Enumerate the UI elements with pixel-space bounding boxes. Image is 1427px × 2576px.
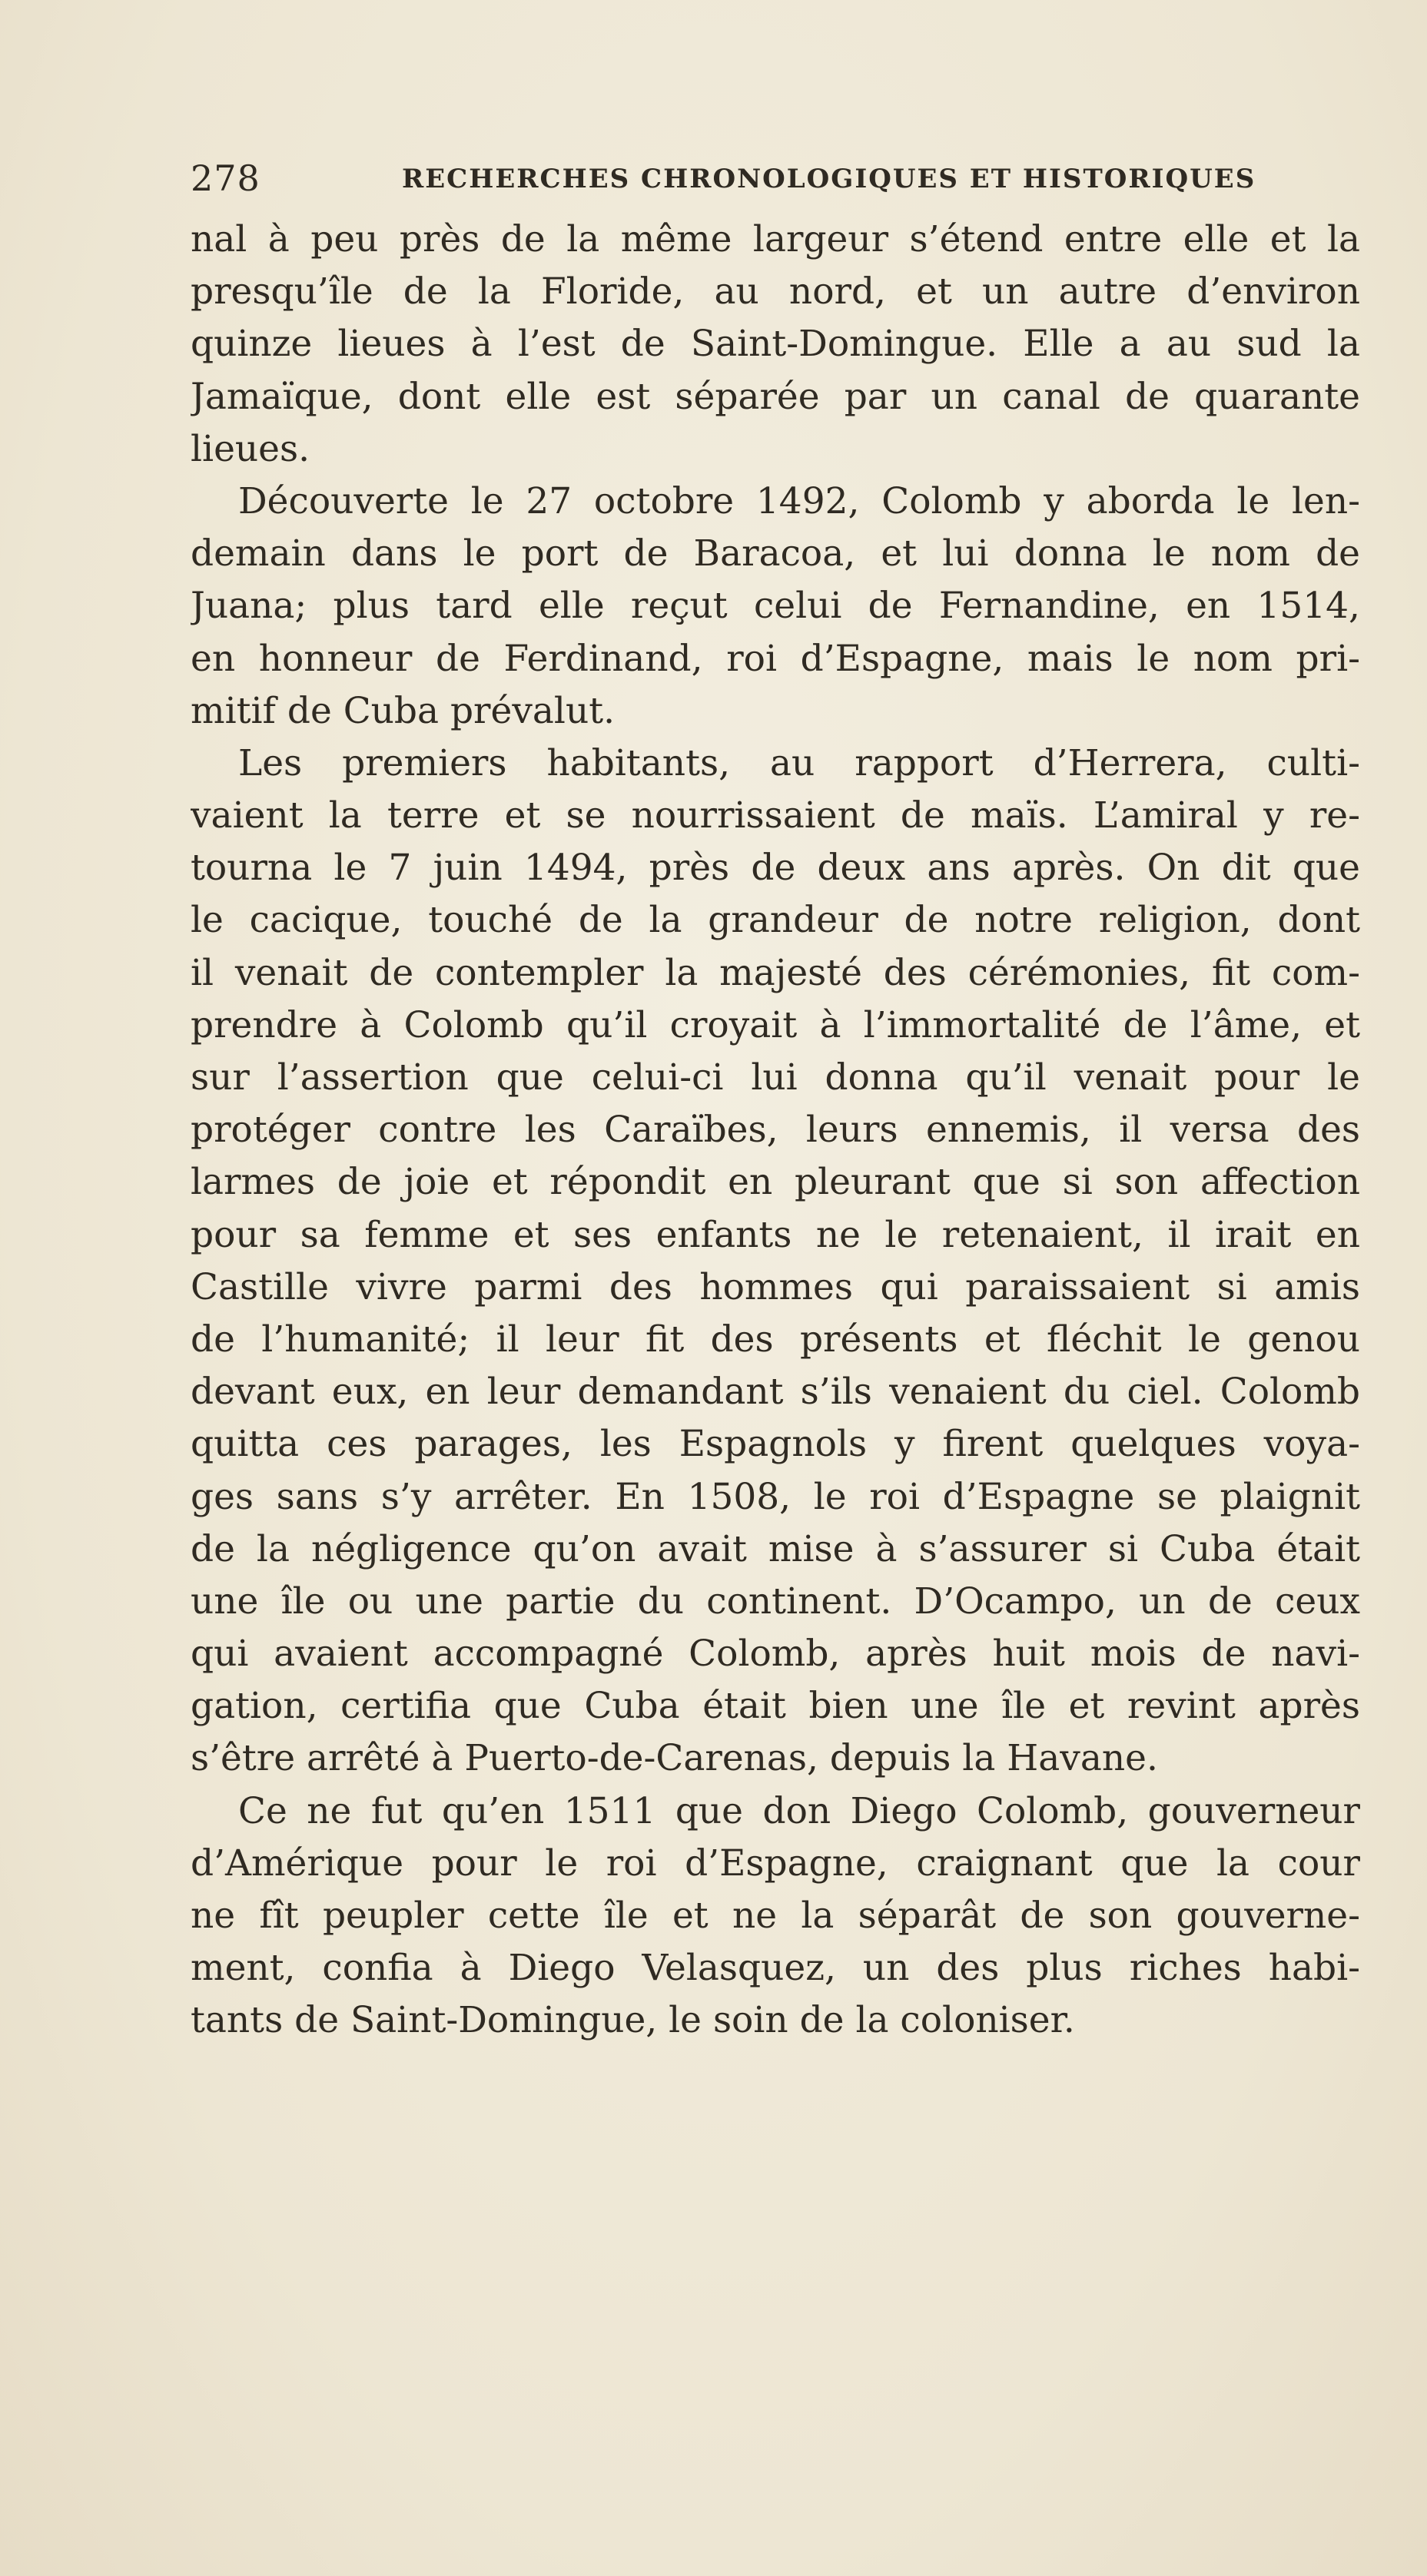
text-line: vaient la terre et se nourrissaient de maïs. L’amiral y re- — [191, 794, 1360, 837]
text-line: demain dans le port de Baracoa, et lui donna le nom de — [191, 532, 1360, 575]
text-line: Juana; plus tard elle reçut celui de Fernandine, en 1514, — [191, 585, 1360, 628]
body-text — [191, 214, 1360, 2047]
text-line: le cacique, touché de la grandeur de notre religion, dont — [191, 899, 1360, 942]
text-line: prendre à Colomb qu’il croyait à l’immortalité de l’âme, et — [191, 1003, 1360, 1046]
text-line: ment, confia à Diego Velasquez, un des plus riches habi- — [191, 1947, 1360, 1990]
text-line: ges sans s’y arrêter. En 1508, le roi d’Espagne se plaignit — [191, 1475, 1360, 1518]
text-line: larmes de joie et répondit en pleurant que si son affection — [191, 1161, 1360, 1204]
text-line: Découverte le 27 octobre 1492, Colomb y aborda le len- — [238, 479, 1360, 522]
running-head: RECHERCHES CHRONOLOGIQUES ET HISTORIQUES — [402, 164, 1256, 194]
text-line: quitta ces parages, les Espagnols y firent quelques voya- — [191, 1423, 1360, 1466]
text-line: qui avaient accompagné Colomb, après huit mois de navi- — [191, 1633, 1360, 1676]
text-line: s’être arrêté à Puerto-de-Carenas, depuis la Havane. — [191, 1737, 1158, 1780]
page-header — [191, 157, 1282, 204]
text-line: mitif de Cuba prévalut. — [191, 689, 616, 732]
page-number: 278 — [191, 157, 261, 199]
text-line: gation, certifia que Cuba était bien une île et revint après — [191, 1685, 1360, 1728]
text-line: Castille vivre parmi des hommes qui paraissaient si amis — [191, 1265, 1360, 1308]
text-line: d’Amérique pour le roi d’Espagne, craignant que la cour — [191, 1842, 1360, 1885]
text-line: tourna le 7 juin 1494, près de deux ans après. On dit que — [191, 847, 1360, 890]
text-line: en honneur de Ferdinand, roi d’Espagne, mais le nom pri- — [191, 637, 1360, 680]
text-line: pour sa femme et ses enfants ne le retenaient, il irait en — [191, 1213, 1360, 1256]
text-line: de la négligence qu’on avait mise à s’assurer si Cuba était — [191, 1527, 1360, 1570]
text-line: Ce ne fut qu’en 1511 que don Diego Colomb, gouverneur — [238, 1789, 1360, 1832]
text-line: sur l’assertion que celui-ci lui donna qu’il venait pour le — [191, 1056, 1360, 1099]
text-line: il venait de contempler la majesté des cérémonies, fit com- — [191, 951, 1360, 994]
text-line: lieues. — [191, 427, 310, 470]
text-line: de l’humanité; il leur fit des présents et fléchit le genou — [191, 1318, 1360, 1361]
text-line: protéger contre les Caraïbes, leurs ennemis, il versa des — [191, 1109, 1360, 1152]
text-line: tants de Saint-Domingue, le soin de la coloniser. — [191, 1999, 1075, 2042]
text-line: nal à peu près de la même largeur s’étend entre elle et la — [191, 218, 1360, 260]
text-line: une île ou une partie du continent. D’Ocampo, un de ceux — [191, 1580, 1360, 1623]
text-line: presqu’île de la Floride, au nord, et un autre d’environ — [191, 270, 1360, 313]
text-line: quinze lieues à l’est de Saint-Domingue. Elle a au sud la — [191, 323, 1360, 366]
text-line: ne fît peupler cette île et ne la séparât de son gouverne- — [191, 1895, 1360, 1937]
text-line: Les premiers habitants, au rapport d’Herrera, culti- — [238, 741, 1360, 784]
text-line: devant eux, en leur demandant s’ils venaient du ciel. Colomb — [191, 1371, 1360, 1414]
text-line: Jamaïque, dont elle est séparée par un canal de quarante — [191, 375, 1360, 418]
